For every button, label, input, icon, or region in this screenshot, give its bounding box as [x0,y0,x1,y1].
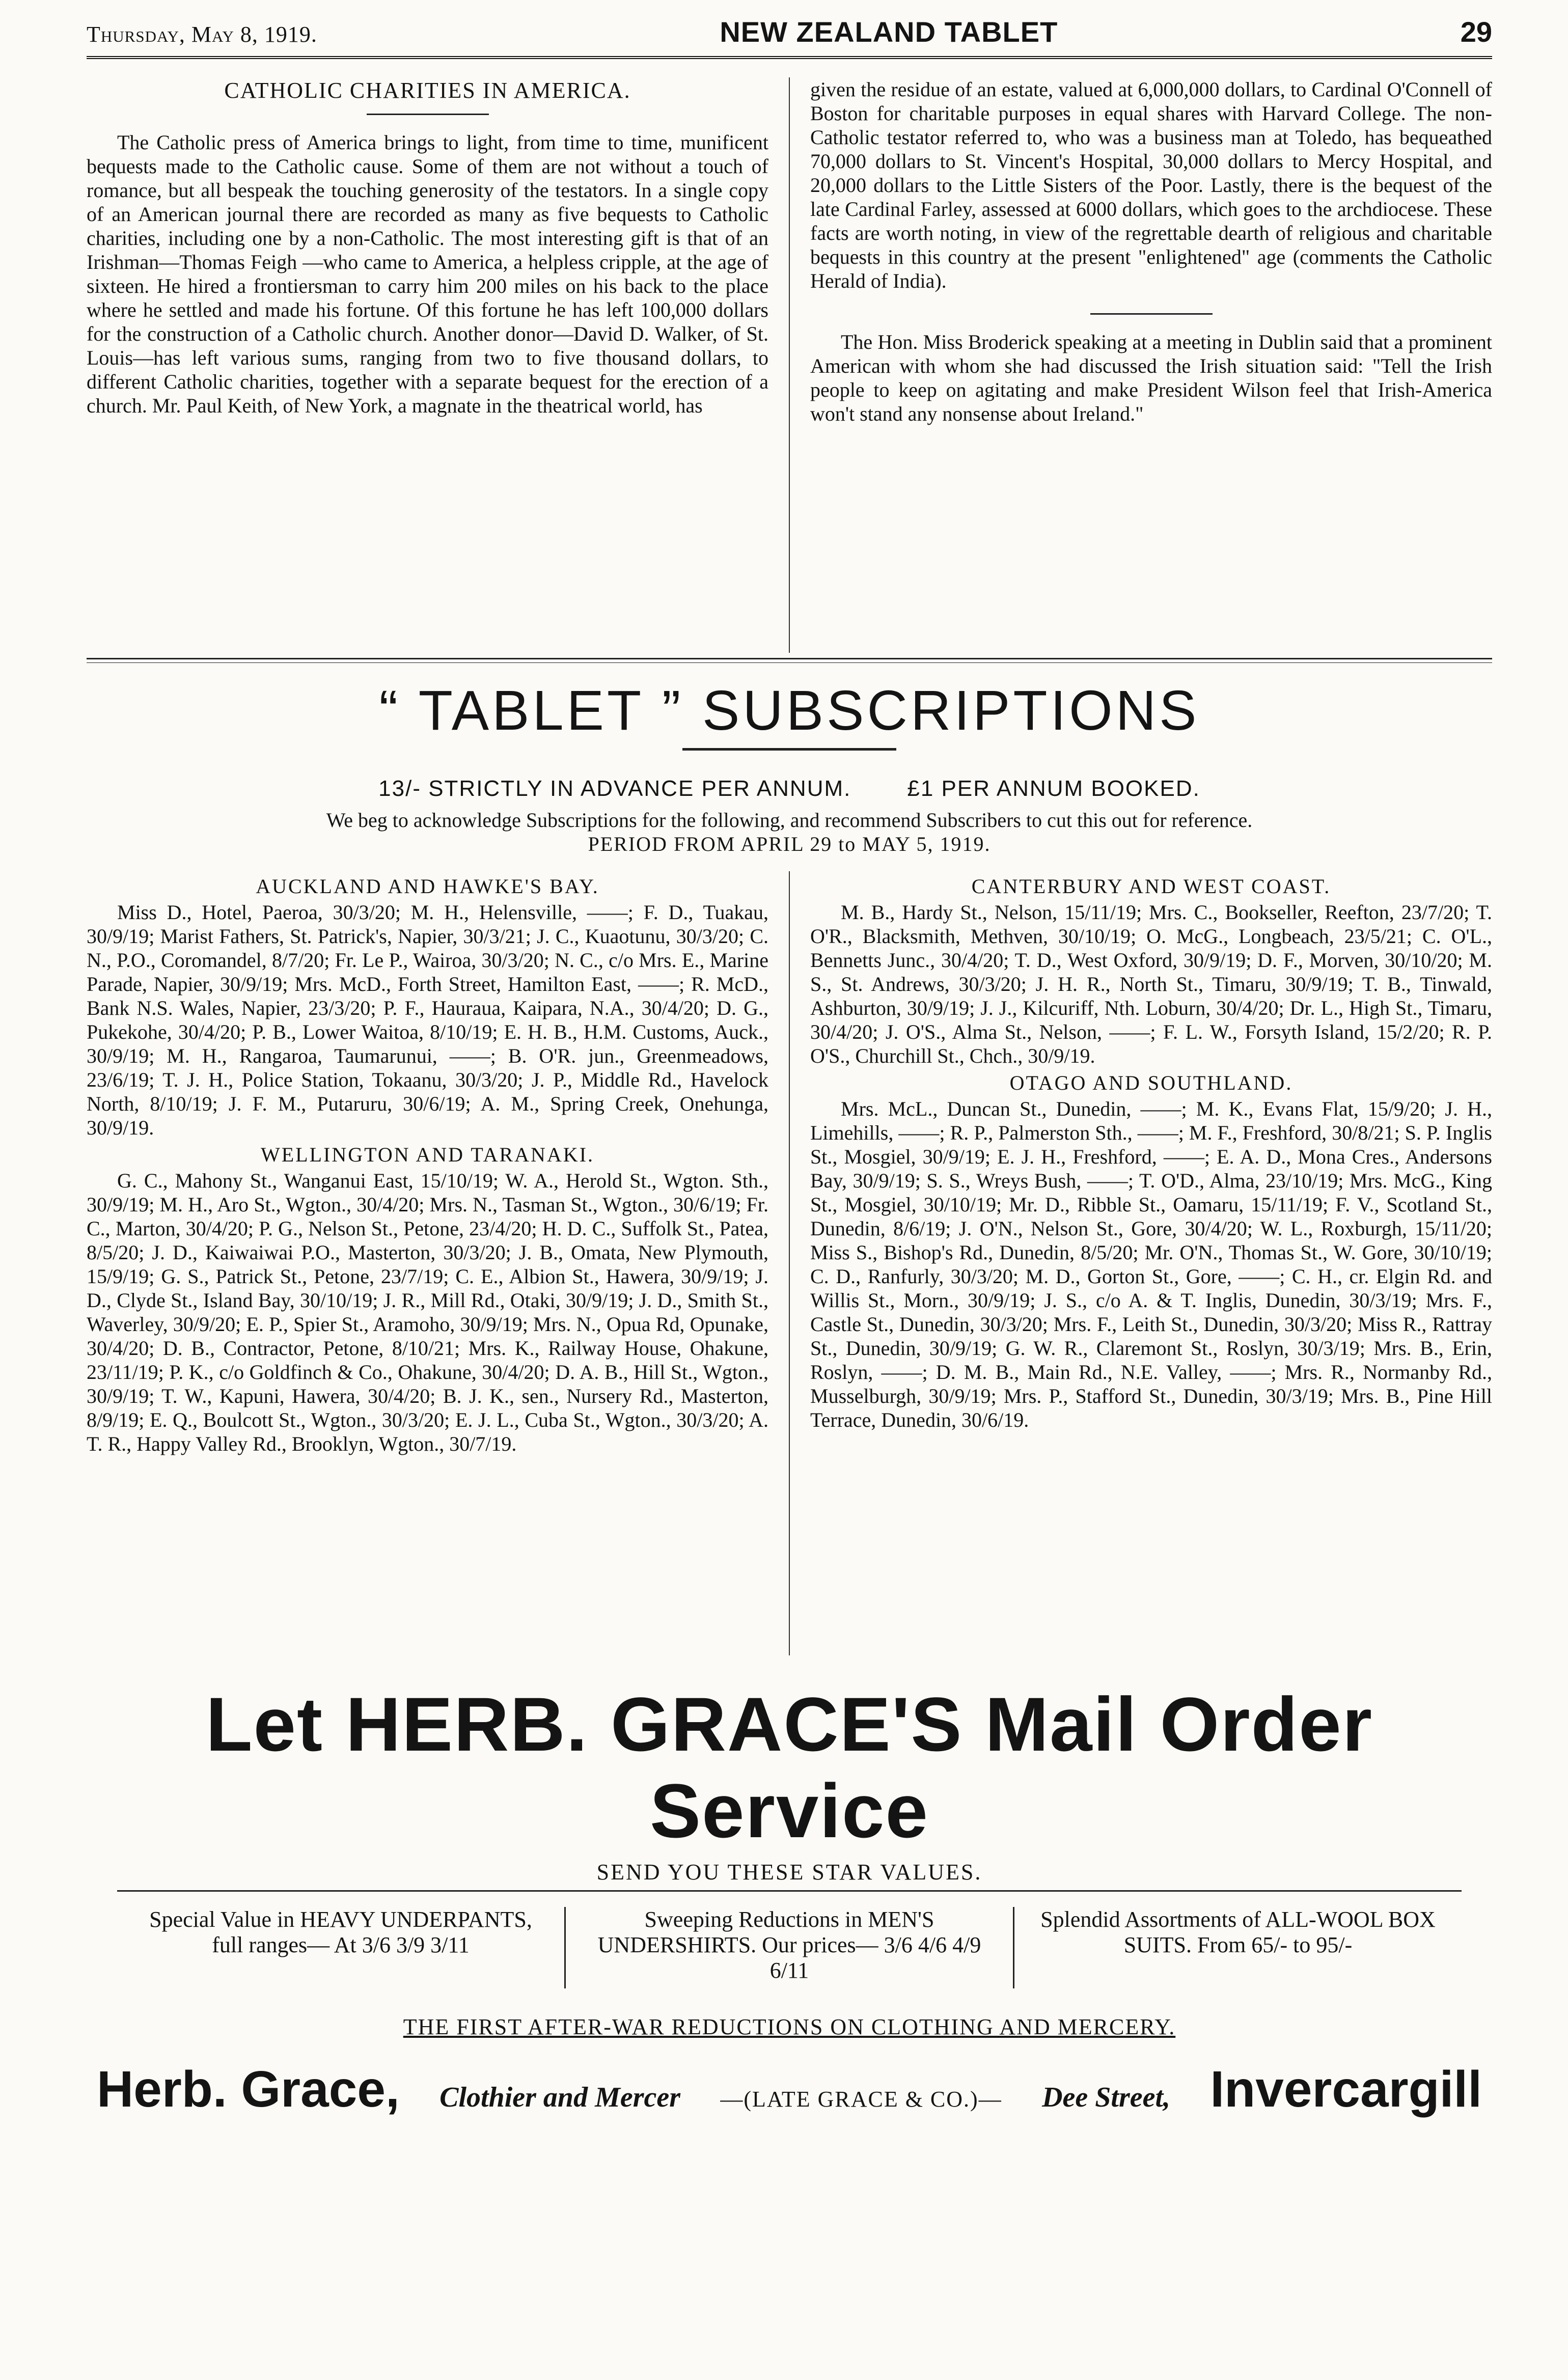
trade-line: Clothier and Mercer [439,2082,681,2113]
article-text-right: given the residue of an estate, valued at 6,000,000 dollars, to Cardinal O'Connell of Boston for charitable purposes in equal shares with Harvard College. The non-Catholic testator referred to, who was a business man at Toledo, has bequeathed 70,000 dollars to St. Vincent's Hospital, 30,000 dollars to Mercy Hospital, and 20,000 dollars to the Little Sisters of the Poor. Lastly, there is the bequest of the late Cardinal Farley, assessed at 6000 dollars, which goes to the archdiocese. These facts are worth noting, in view of the regrettable dearth of religious and charitable bequests in this country at the present "enlightened" age (comments the Catholic Herald of India). [810,78,1492,292]
advert-headline: Let HERB. GRACE'S Mail Order Service [205,1681,1373,1853]
offer-underpants: Special Value in HEAVY UNDERPANTS, full ranges— At 3/6 3/9 3/11 [149,1907,532,1957]
advert-signature [97,2060,1482,2119]
region-title: OTAGO AND SOUTHLAND. [1009,1071,1293,1094]
region-entries: Mrs. McL., Duncan St., Dunedin, ——; M. K., Evans Flat, 15/9/20; J. H., Limehills, ——; R. P., Palmerston Sth., ——; M. F., Freshford, 30/8/21; S. P. Inglis St., Mosgiel, 30/9/19; E. J. H., Freshford, ——; E. A. D., Mona Cres., Andersons Bay, 30/9/19; S. S., Wreys Bush, ——; T. O'D., Alma, 23/10/19; Mrs. McG., King St., Mosgiel, 30/10/19; Mr. D., Ribble St., Oamaru, 15/11/19; F. V., Scotland St., Dunedin, 8/6/19; J. O'N., Nelson St., Gore, 30/4/20; W. L., Roxburgh, 15/11/20; Miss S., Bishop's Rd., Dunedin, 8/5/20; Mr. O'N., Thomas St., W. Gore, 30/10/19; C. D., Ranfurly, 30/3/20; M. D., Gorton St., Gore, ——; C. H., cr. Elgin Rd. and Willis St., Morn., 30/9/19; J. S., c/o A. & T. Inglis, Dunedin, 30/3/19; Mrs. F., Castle St., Dunedin, 30/3/20; Mrs. F., Leith St., Dunedin, 30/3/20; Miss R., Rattray St., Dunedin, 30/9/19; G. W. R., Claremont St., Roslyn, 30/3/19; Mrs. B., Erin, Roslyn, ——; D. M. B., Main Rd., N.E. Valley, ——; Mrs. R., Normanby Rd., Musselburgh, 30/9/19; Mrs. P., Stafford St., Dunedin, 30/3/19; Mrs. B., Pine Hill Terrace, Dunedin, 30/6/19. [810,1097,1492,1431]
offer-undershirts: Sweeping Reductions in MEN'S UNDERSHIRTS. Our prices— 3/6 4/6 4/9 6/11 [564,1907,1013,1988]
acknowledgement: We beg to acknowledge Subscriptions for the following, and recommend Subscribers to cut this out for reference. [326,809,1253,832]
article-column-left [87,77,790,653]
lists-column-right [790,871,1492,1655]
region-title: WELLINGTON AND TARANAKI. [260,1143,595,1166]
article-column-right [790,77,1492,653]
region-entries: Miss D., Hotel, Paeroa, 30/3/20; M. H., Helensville, ——; F. D., Tuakau, 30/9/19; Marist Fathers, St. Patrick's, Napier, 30/3/21; J. C., Kuaotunu, 30/3/20; C. N., P.O., Coromandel, 8/7/20; Fr. Le P., Wairoa, 30/3/20; N. C., c/o Mrs. E., Marine Parade, Napier, 30/9/19; Mrs. McD., Forth Street, Hamilton East, ——; R. McD., Bank N.S. Wales, Napier, 23/3/20; P. F., Hauraua, Kaipara, N.A., 30/4/20; D. G., Pukekohe, 30/4/20; P. B., Lower Waitoa, 8/10/19; E. H. B., H.M. Customs, Auck., 30/9/19; M. H., Rangaroa, Taumarunui, ——; B. O'R. jun., Greenmeadows, 23/6/19; T. J. H., Police Station, Tokaanu, 30/3/20; J. P., Middle Rd., Havelock North, 8/10/19; J. F. M., Putaruru, 30/6/19; A. M., Spring Creek, Onehunga, 30/9/19. [87,901,768,1139]
rate-advance: 13/- STRICTLY IN ADVANCE PER ANNUM. [378,776,851,801]
article-text-left: The Catholic press of America brings to light, from time to time, munificent bequests made to the Catholic cause. Some of them are not without a touch of romance, but all bespeak the touching generosity of the testators. In a single copy of an American journal there are recorded as many as five bequests to Catholic charities, including one by a non-Catholic. The most interesting gift is that of an Irishman—Thomas Feigh —who came to America, a helpless cripple, at the age of sixteen. He hired a frontiersman to carry him 200 miles on his back to the place where he settled and made his fortune. Of this fortune he has left 100,000 dollars for the construction of a Catholic church. Another donor—David D. Walker, of St. Louis—has left various sums, ranging from two to five thousand dollars, to different Catholic charities, together with a separate bequest for the erection of a church. Mr. Paul Keith, of New York, a magnate in the theatrical world, has [87,131,768,417]
region-entries: G. C., Mahony St., Wanganui East, 15/10/19; W. A., Herold St., Wgton. Sth., 30/9/19; M. H., Aro St., Wgton., 30/4/20; Mrs. N., Tasman St., Wgton., 30/6/19; Fr. C., Marton, 30/4/20; P. G., Nelson St., Petone, 23/4/20; H. D. C., Suffolk St., Patea, 8/5/20; J. D., Kaiwaiwai P.O., Masterton, 30/3/20; J. B., Omata, New Plymouth, 15/9/19; G. S., Patrick St., Petone, 23/7/19; C. E., Albion St., Hawera, 30/9/19; J. D., Clyde St., Island Bay, 30/10/19; J. R., Mill Rd., Otaki, 30/9/19; J. D., Smith St., Waverley, 30/9/20; E. P., Spier St., Aramoho, 30/9/19; Mrs. N., Opua Rd, Opunake, 30/4/20; D. B., Contractor, Petone, 8/10/21; Mrs. K., Railway House, Ohakune, 23/11/19; P. K., c/o Goldfinch & Co., Ohakune, 30/4/20; D. A. B., Hill St., Wgton., 30/9/19; T. W., Kapuni, Hawera, 30/4/20; B. J. K., sen., Nursery Rd., Masterton, 8/9/19; E. Q., Boulcott St., Wgton., 30/3/20; E. J. L., Cuba St., Wgton., 30/3/20; A. T. R., Happy Valley Rd., Brooklyn, Wgton., 30/7/19. [87,1169,768,1455]
late-line: —(LATE GRACE & CO.)— [720,2087,1002,2112]
paper-title: NEW ZEALAND TABLET [720,16,1058,48]
advert-rule [117,1890,1462,1892]
subscriptions-ornament [682,748,896,751]
street-name: Dee Street, [1042,2082,1171,2113]
subscription-rates [87,776,1492,801]
advert-subhead: SEND YOU THESE STAR VALUES. [596,1860,982,1885]
masthead [87,15,1492,59]
lists-column-left [87,871,790,1655]
offer-box-suits: Splendid Assortments of ALL-WOOL BOX SUITS. From 65/- to 95/- [1013,1907,1462,1988]
article-section [87,77,1492,653]
advert-footer-text: THE FIRST AFTER-WAR REDUCTIONS ON CLOTHING AND MERCERY. [403,2014,1176,2039]
brand-name: Herb. Grace, [97,2061,400,2118]
subscription-period: PERIOD FROM APRIL 29 to MAY 5, 1919. [588,833,991,855]
newspaper-page [87,15,1492,2363]
region-title: CANTERBURY AND WEST COAST. [971,875,1331,898]
title-rule [367,114,489,115]
region-entries: M. B., Hardy St., Nelson, 15/11/19; Mrs. C., Bookseller, Reefton, 23/7/20; T. O'R., Blacksmith, Methven, 30/10/19; O. McG., Longbeach, 23/5/21; C. O'L., Bennetts Junc., 30/4/20; T. D., West Oxford, 30/9/19; D. F., Morven, 30/10/20; M. S., St. Andrews, 30/3/20; J. H. R., North St., Timaru, 30/9/19; T. B., Tinwald, Ashburton, 30/9/19; J. J., Kilcuriff, Nth. Loburn, 30/4/20; Dr. L., High St., Timaru, 30/4/20; J. O'S., Alma St., Nelson, ——; F. L. W., Forsyth Island, 15/2/20; R. P. O'S., Churchill St., Chch., 30/9/19. [810,901,1492,1067]
town-name: Invercargill [1210,2061,1482,2118]
issue-date: Thursday, May 8, 1919. [87,22,317,47]
subscriptions-title: “ TABLET ” SUBSCRIPTIONS [379,679,1200,742]
page-number: 29 [1460,16,1492,48]
section-divider [87,658,1492,663]
article-title: CATHOLIC CHARITIES IN AMERICA. [224,78,631,103]
section-rule [1090,313,1213,315]
subscriber-lists [87,871,1492,1655]
advert-offers [117,1907,1462,1988]
advert-footer [87,2014,1492,2040]
broderick-item: The Hon. Miss Broderick speaking at a meeting in Dublin said that a prominent American with whom she had discussed the Irish situation said: "Tell the Irish people to keep on agitating and make President Wilson feel that Irish-America won't stand any nonsense about Ireland." [810,330,1492,425]
region-title: AUCKLAND AND HAWKE'S BAY. [256,875,599,898]
rate-booked: £1 PER ANNUM BOOKED. [907,776,1200,801]
